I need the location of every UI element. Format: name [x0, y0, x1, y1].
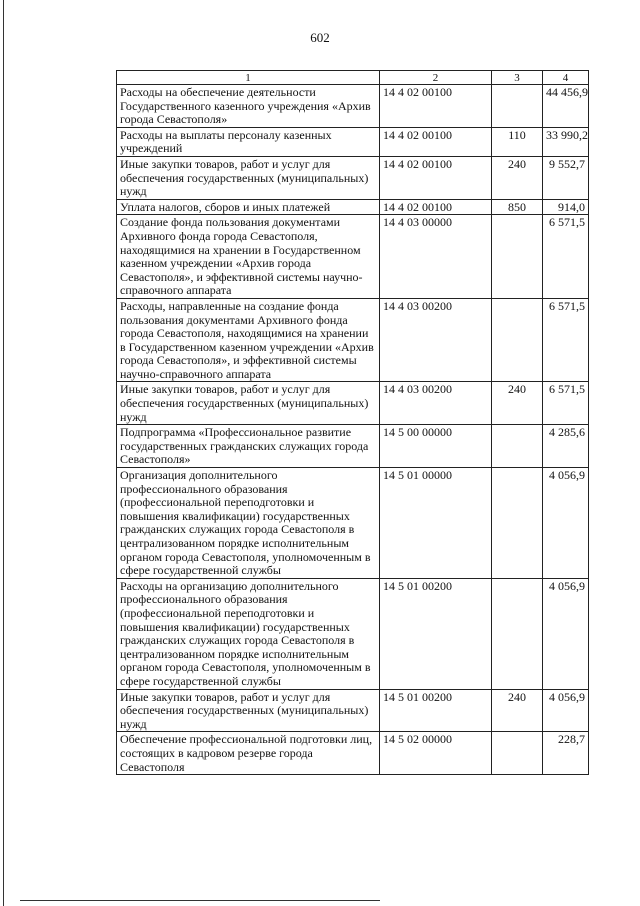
table-row — [117, 382, 589, 425]
row-expense-type-cell: 110 — [492, 127, 543, 156]
row-name-cell: Расходы на выплаты персоналу казенных учреждений — [117, 127, 380, 156]
row-name-cell: Расходы на обеспечение деятельности Государственного казенного учреждения «Архив города Севастополя» — [117, 85, 380, 128]
row-code-cell: 14 4 03 00000 — [380, 215, 492, 299]
table-row — [117, 578, 589, 689]
table-row — [117, 85, 589, 128]
left-scan-edge — [3, 0, 4, 906]
row-sum-cell: 228,7 — [543, 732, 589, 775]
table-row — [117, 689, 589, 732]
row-expense-type-cell: 240 — [492, 382, 543, 425]
row-expense-type-cell — [492, 215, 543, 299]
row-sum-cell: 6 571,5 — [543, 215, 589, 299]
row-sum-cell: 9 552,7 — [543, 156, 589, 199]
row-code-cell: 14 5 00 00000 — [380, 425, 492, 468]
table-row — [117, 199, 589, 215]
table-row — [117, 468, 589, 579]
row-sum-cell: 44 456,9 — [543, 85, 589, 128]
row-name-cell: Организация дополнительного профессионального образования (профессиональной переподготовки и повышения квалификации) государственных гражданских служащих города Севастополя в централизованном порядке исполнительным органом города Севастополя, уполномоченным в сфере государственной службы — [117, 468, 380, 579]
row-expense-type-cell: 850 — [492, 199, 543, 215]
table-row — [117, 215, 589, 299]
header-cell-sum: 4 — [543, 71, 589, 85]
row-code-cell: 14 4 02 00100 — [380, 156, 492, 199]
row-name-cell: Обеспечение профессиональной подготовки лиц, состоящих в кадровом резерве города Севастополя — [117, 732, 380, 775]
row-sum-cell: 4 056,9 — [543, 689, 589, 732]
row-expense-type-cell — [492, 425, 543, 468]
row-name-cell: Иные закупки товаров, работ и услуг для обеспечения государственных (муниципальных) нужд — [117, 382, 380, 425]
row-name-cell: Расходы, направленные на создание фонда пользования документами Архивного фонда города Севастополя, находящимися на хранении в Государственном казенном учреждении «Архив города Севастополя», и эффективной системы научно-справочного аппарата — [117, 298, 380, 382]
budget-table — [116, 70, 589, 775]
row-sum-cell: 914,0 — [543, 199, 589, 215]
row-expense-type-cell: 240 — [492, 156, 543, 199]
row-name-cell: Расходы на организацию дополнительного профессионального образования (профессиональной переподготовки и повышения квалификации) государственных гражданских служащих города Севастополя в централизованном порядке исполнительным органом города Севастополя, уполномоченным в сфере государственной службы — [117, 578, 380, 689]
row-code-cell: 14 5 01 00200 — [380, 578, 492, 689]
row-expense-type-cell — [492, 298, 543, 382]
row-code-cell: 14 4 03 00200 — [380, 382, 492, 425]
row-expense-type-cell — [492, 468, 543, 579]
page-number: 602 — [310, 30, 330, 45]
row-sum-cell: 4 285,6 — [543, 425, 589, 468]
row-code-cell: 14 5 02 00000 — [380, 732, 492, 775]
bottom-scan-edge — [20, 900, 380, 901]
row-name-cell: Создание фонда пользования документами Архивного фонда города Севастополя, находящимися на хранении в Государственном казенном учреждении «Архив города Севастополя», и эффективной системы научно-справочного аппарата — [117, 215, 380, 299]
table-row — [117, 732, 589, 775]
row-code-cell: 14 5 01 00000 — [380, 468, 492, 579]
row-name-cell: Иные закупки товаров, работ и услуг для обеспечения государственных (муниципальных) нужд — [117, 156, 380, 199]
row-code-cell: 14 4 02 00100 — [380, 85, 492, 128]
table-header-row — [117, 71, 589, 85]
row-code-cell: 14 5 01 00200 — [380, 689, 492, 732]
table-row — [117, 127, 589, 156]
row-code-cell: 14 4 02 00100 — [380, 127, 492, 156]
row-name-cell: Иные закупки товаров, работ и услуг для обеспечения государственных (муниципальных) нужд — [117, 689, 380, 732]
header-cell-name: 1 — [117, 71, 380, 85]
row-expense-type-cell — [492, 732, 543, 775]
row-expense-type-cell — [492, 85, 543, 128]
row-sum-cell: 6 571,5 — [543, 298, 589, 382]
row-sum-cell: 6 571,5 — [543, 382, 589, 425]
row-expense-type-cell — [492, 578, 543, 689]
row-sum-cell: 33 990,2 — [543, 127, 589, 156]
table-row — [117, 425, 589, 468]
header-cell-type: 3 — [492, 71, 543, 85]
row-expense-type-cell: 240 — [492, 689, 543, 732]
table-row — [117, 298, 589, 382]
header-cell-code: 2 — [380, 71, 492, 85]
table-row — [117, 156, 589, 199]
row-sum-cell: 4 056,9 — [543, 468, 589, 579]
row-sum-cell: 4 056,9 — [543, 578, 589, 689]
row-name-cell: Уплата налогов, сборов и иных платежей — [117, 199, 380, 215]
row-name-cell: Подпрограмма «Профессиональное развитие государственных гражданских служащих города Севастополя» — [117, 425, 380, 468]
row-code-cell: 14 4 03 00200 — [380, 298, 492, 382]
row-code-cell: 14 4 02 00100 — [380, 199, 492, 215]
